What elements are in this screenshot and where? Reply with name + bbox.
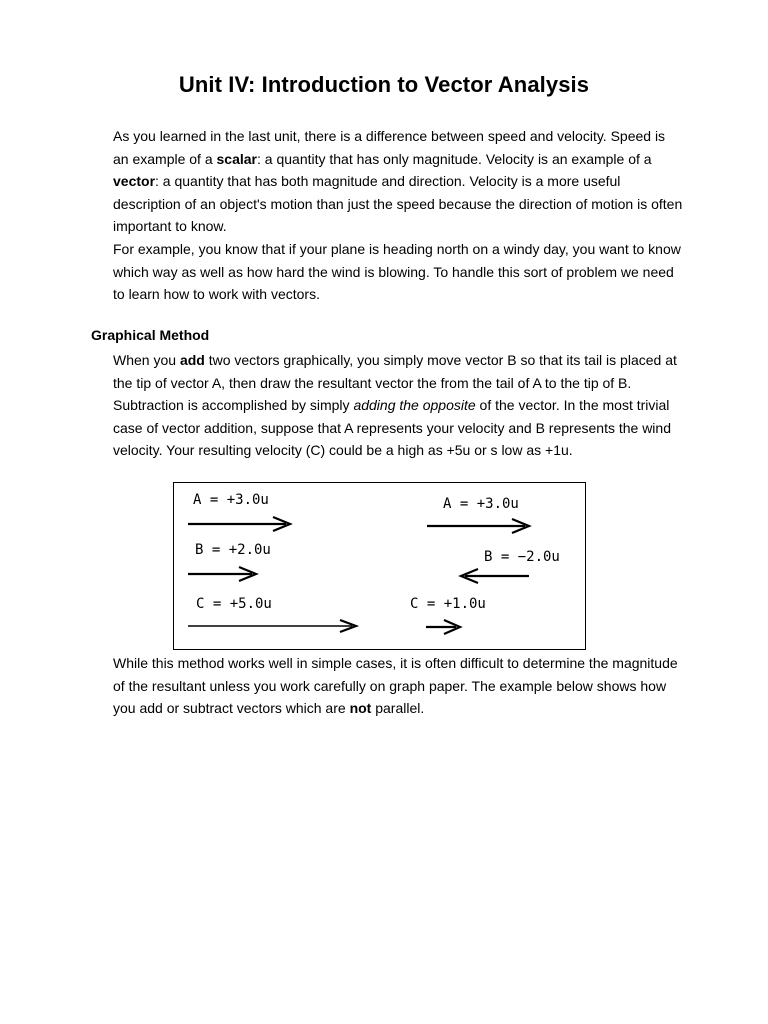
intro-text-a: As you learned in the last unit, there is a difference between speed and velocity. Speed is an example of a — [113, 128, 666, 167]
label-left-b: B = +2.0u — [195, 542, 271, 558]
closing-text-b: parallel. — [371, 700, 425, 716]
page-title: Unit IV: Introduction to Vector Analysis — [178, 72, 590, 97]
closing-paragraph — [113, 652, 683, 720]
term-vector: vector — [113, 173, 156, 189]
label-left-a: A = +3.0u — [193, 492, 269, 508]
graphical-paragraph — [113, 349, 683, 462]
term-add: add — [179, 352, 205, 368]
arrow-left-c — [188, 620, 356, 632]
arrow-right-a — [427, 519, 529, 533]
arrow-right-c — [426, 620, 460, 634]
label-right-c: C = +1.0u — [410, 596, 486, 612]
term-adding-the-opposite: adding the opposite — [353, 397, 476, 413]
graphical-text-b: two vectors graphically, you simply move vector B so that its tail is placed at the tip of vector A, then draw the resultant vector the from the tail of A to the tip of B. Subtraction is accomplished by simply — [113, 352, 677, 413]
section-heading-graphical-method: Graphical Method — [91, 327, 210, 343]
intro-paragraph — [113, 125, 683, 238]
graphical-text-c: of the vector. In the most trivial case of vector addition, suppose that A represents your velocity and B represents the wind velocity. Your resulting velocity (C) could be a high as +5u or s low as +1u. — [113, 397, 671, 458]
closing-text-a: While this method works well in simple cases, it is often difficult to determine the magnitude of the resultant unless you work carefully on graph paper. The example below shows how you add or subtract vectors which are — [113, 655, 678, 716]
term-scalar: scalar — [216, 150, 257, 167]
arrow-left-b — [188, 567, 256, 581]
vector-diagram-svg — [174, 483, 587, 651]
label-right-a: A = +3.0u — [443, 496, 519, 512]
intro-text-c: : a quantity that has both magnitude and direction. Velocity is a more useful description of an object's motion than just the speed because the direction of motion is often important to know. — [113, 173, 683, 234]
intro-text-b: : a quantity that has only magnitude. Velocity is an example of a — [257, 150, 652, 167]
label-left-c: C = +5.0u — [196, 596, 272, 612]
graphical-text-a: When you — [113, 352, 180, 368]
term-not: not — [349, 700, 372, 716]
arrow-right-b — [461, 569, 529, 583]
example-paragraph: For example, you know that if your plane is heading north on a windy day, you want to know which way as well as how hard the wind is blowing. To handle this sort of problem we need to learn how to work with vectors. — [113, 241, 681, 302]
vector-addition-diagram — [173, 482, 586, 650]
arrow-left-a — [188, 517, 290, 531]
label-right-b: B = −2.0u — [484, 549, 560, 565]
